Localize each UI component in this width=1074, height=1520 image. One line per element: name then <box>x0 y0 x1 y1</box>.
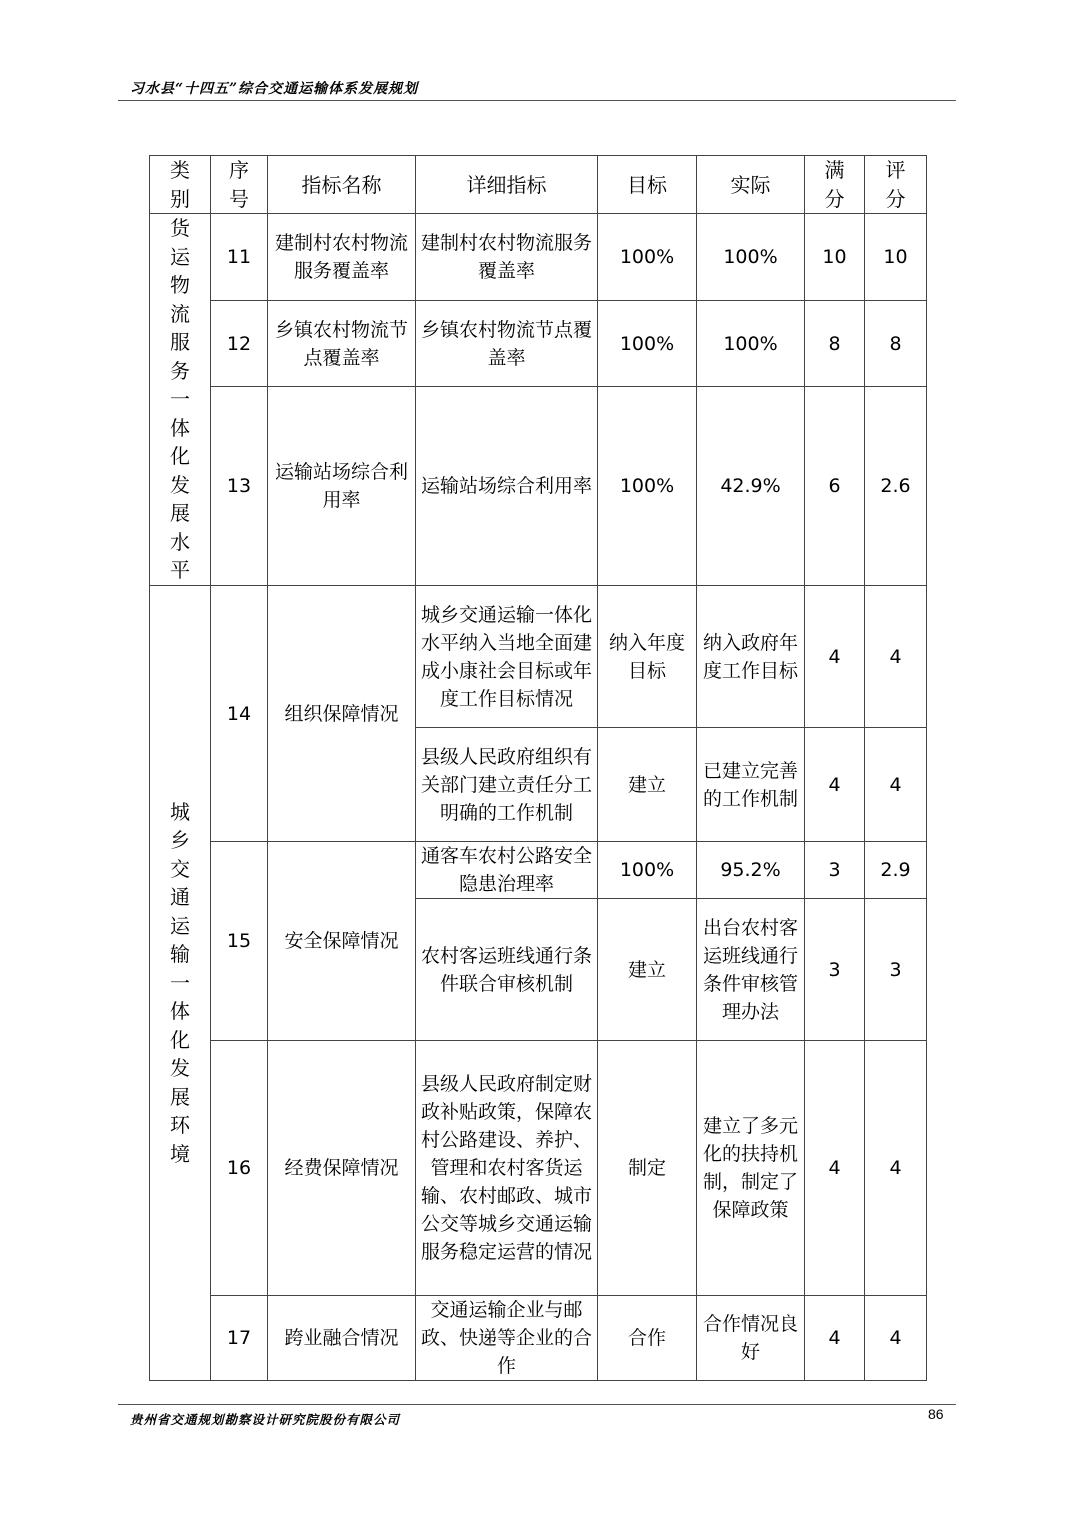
actual-cell: 100% <box>697 214 805 301</box>
score-cell: 3 <box>865 899 927 1041</box>
name-cell: 建制村农村物流服务覆盖率 <box>268 214 416 301</box>
target-cell: 纳入年度目标 <box>598 586 697 728</box>
score-cell: 10 <box>865 214 927 301</box>
table-row <box>150 301 927 387</box>
actual-cell: 100% <box>697 301 805 387</box>
header-actual: 实际 <box>697 156 805 214</box>
full-score-cell: 4 <box>805 728 865 842</box>
footer-company-name: 贵州省交通规划勘察设计研究院股份有限公司 <box>130 1412 401 1427</box>
full-score-cell: 3 <box>805 899 865 1041</box>
table-row <box>150 586 927 728</box>
actual-cell: 纳入政府年度工作目标 <box>697 586 805 728</box>
target-cell: 100% <box>598 387 697 586</box>
target-cell: 100% <box>598 842 697 899</box>
score-cell: 8 <box>865 301 927 387</box>
score-cell: 2.6 <box>865 387 927 586</box>
seq-cell: 14 <box>211 586 268 842</box>
actual-cell: 出台农村客运班线通行条件审核管理办法 <box>697 899 805 1041</box>
actual-cell: 42.9% <box>697 387 805 586</box>
actual-cell: 建立了多元化的扶持机制，制定了保障政策 <box>697 1041 805 1296</box>
header-score: 评分 <box>865 156 927 214</box>
header-target: 目标 <box>598 156 697 214</box>
target-cell: 建立 <box>598 728 697 842</box>
seq-cell: 12 <box>211 301 268 387</box>
score-cell: 4 <box>865 1041 927 1296</box>
page-number: 86 <box>928 1406 944 1422</box>
score-cell: 4 <box>865 586 927 728</box>
header-divider <box>118 100 956 101</box>
target-cell: 制定 <box>598 1041 697 1296</box>
header-name: 指标名称 <box>268 156 416 214</box>
detail-cell: 通客车农村公路安全隐患治理率 <box>416 842 598 899</box>
evaluation-table <box>149 155 927 1381</box>
table-header-row <box>150 156 927 214</box>
actual-cell: 已建立完善的工作机制 <box>697 728 805 842</box>
target-cell: 建立 <box>598 899 697 1041</box>
name-cell: 组织保障情况 <box>268 586 416 842</box>
actual-cell: 95.2% <box>697 842 805 899</box>
full-score-cell: 4 <box>805 1041 865 1296</box>
detail-cell: 乡镇农村物流节点覆盖率 <box>416 301 598 387</box>
header-seq: 序号 <box>211 156 268 214</box>
detail-cell: 县级人民政府制定财政补贴政策，保障农村公路建设、养护、管理和农村客货运输、农村邮政、城市公交等城乡交通运输服务稳定运营的情况 <box>416 1041 598 1296</box>
full-score-cell: 3 <box>805 842 865 899</box>
table-row <box>150 1041 927 1296</box>
score-cell: 4 <box>865 728 927 842</box>
detail-cell: 农村客运班线通行条件联合审核机制 <box>416 899 598 1041</box>
full-score-cell: 6 <box>805 387 865 586</box>
full-score-cell: 4 <box>805 1296 865 1381</box>
document-header-title: 习水县“十四五”综合交通运输体系发展规划 <box>130 81 419 97</box>
header-category: 类别 <box>150 156 211 214</box>
detail-cell: 县级人民政府组织有关部门建立责任分工明确的工作机制 <box>416 728 598 842</box>
header-detail: 详细指标 <box>416 156 598 214</box>
score-cell: 4 <box>865 1296 927 1381</box>
table-row <box>150 842 927 899</box>
seq-cell: 13 <box>211 387 268 586</box>
name-cell: 跨业融合情况 <box>268 1296 416 1381</box>
category-cell-freight: 货运物流服务一体化发展水平 <box>150 214 211 586</box>
full-score-cell: 4 <box>805 586 865 728</box>
name-cell: 乡镇农村物流节点覆盖率 <box>268 301 416 387</box>
target-cell: 合作 <box>598 1296 697 1381</box>
footer-divider <box>118 1404 956 1405</box>
target-cell: 100% <box>598 214 697 301</box>
table-row <box>150 387 927 586</box>
detail-cell: 城乡交通运输一体化水平纳入当地全面建成小康社会目标或年度工作目标情况 <box>416 586 598 728</box>
header-full-score: 满分 <box>805 156 865 214</box>
detail-cell: 交通运输企业与邮政、快递等企业的合作 <box>416 1296 598 1381</box>
actual-cell: 合作情况良好 <box>697 1296 805 1381</box>
seq-cell: 16 <box>211 1041 268 1296</box>
name-cell: 经费保障情况 <box>268 1041 416 1296</box>
detail-cell: 建制村农村物流服务覆盖率 <box>416 214 598 301</box>
name-cell: 安全保障情况 <box>268 842 416 1041</box>
full-score-cell: 8 <box>805 301 865 387</box>
table-row <box>150 1296 927 1381</box>
category-cell-urban-rural: 城乡交通运输一体化发展环境 <box>150 586 211 1381</box>
target-cell: 100% <box>598 301 697 387</box>
score-cell: 2.9 <box>865 842 927 899</box>
name-cell: 运输站场综合利用率 <box>268 387 416 586</box>
full-score-cell: 10 <box>805 214 865 301</box>
seq-cell: 15 <box>211 842 268 1041</box>
seq-cell: 11 <box>211 214 268 301</box>
seq-cell: 17 <box>211 1296 268 1381</box>
detail-cell: 运输站场综合利用率 <box>416 387 598 586</box>
table-row <box>150 214 927 301</box>
